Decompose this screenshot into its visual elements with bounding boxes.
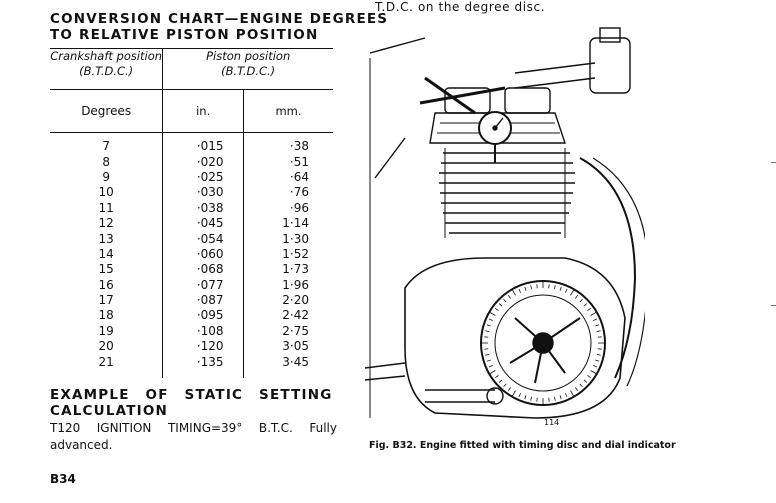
mm-cell: 3·45 — [282, 354, 309, 369]
inches-cell: ·095 — [163, 308, 244, 323]
mm-cell: ·76 — [289, 185, 309, 200]
example-word: B.T.C. — [258, 421, 293, 435]
example-title-line2: CALCULATION — [50, 403, 169, 419]
table-row — [50, 354, 333, 369]
mm-cell: ·64 — [289, 169, 309, 184]
table-row — [50, 324, 333, 339]
table-row — [50, 231, 333, 246]
table-row — [50, 339, 333, 354]
figure-caption: Fig. B32. Engine fitted with timing disc and dial indicator — [369, 440, 676, 451]
frame-line — [375, 138, 405, 178]
conversion-table — [50, 48, 333, 378]
mm-header: mm. — [244, 90, 333, 133]
inches-cell: ·025 — [163, 170, 244, 185]
inches-cell: ·045 — [163, 216, 244, 231]
degrees-header: Degrees — [50, 90, 163, 133]
chart-title-line1: CONVERSION CHART—ENGINE DEGREES — [50, 11, 389, 27]
table-row — [50, 185, 333, 200]
exhaust-pipe — [365, 363, 405, 380]
mm-cell: ·51 — [289, 154, 309, 169]
inches-cell: ·087 — [163, 293, 244, 308]
degrees-cell: 19 — [50, 324, 163, 339]
cylinder-barrel-fins — [439, 153, 575, 233]
degrees-cell: 16 — [50, 278, 163, 293]
indicator-bracket — [420, 78, 505, 113]
crankshaft-header-label: Crankshaft position — [50, 49, 163, 63]
degrees-cell: 20 — [50, 339, 163, 354]
inches-cell: ·038 — [163, 201, 244, 216]
engine-illustration — [365, 18, 645, 428]
mm-cell: 1·52 — [282, 246, 309, 261]
inches-cell: ·068 — [163, 262, 244, 277]
degrees-cell: 9 — [50, 170, 163, 185]
table-row — [50, 293, 333, 308]
mm-cell: 1·96 — [282, 277, 309, 292]
example-word: T120 — [50, 421, 81, 435]
crankshaft-header-unit: (B.T.D.C.) — [79, 64, 134, 78]
table-body — [50, 133, 333, 378]
inches-cell: ·015 — [163, 139, 244, 154]
figure-number: 114 — [544, 418, 560, 427]
degrees-cell: 8 — [50, 154, 163, 169]
top-caption: T.D.C. on the degree disc. — [375, 0, 546, 14]
degrees-cell: 14 — [50, 247, 163, 262]
footrest-bar — [425, 390, 495, 402]
example-word: TIMING=39° — [167, 421, 243, 435]
degrees-cell: 10 — [50, 185, 163, 200]
table-row — [50, 262, 333, 277]
example-title-line1: EXAMPLE OF STATIC SETTING — [50, 387, 333, 403]
inches-cell: ·020 — [163, 154, 244, 169]
inches-cell: ·077 — [163, 278, 244, 293]
inches-cell: ·135 — [163, 354, 244, 369]
inches-cell: ·120 — [163, 339, 244, 354]
mm-cell: 2·42 — [282, 308, 309, 323]
inches-header: in. — [163, 90, 244, 133]
degrees-cell: 17 — [50, 293, 163, 308]
table-row — [50, 247, 333, 262]
mm-cell: 2·20 — [282, 293, 309, 308]
example-body — [50, 420, 337, 454]
table-row — [50, 154, 333, 169]
example-word: Fully — [309, 421, 337, 435]
carburettor-body — [590, 38, 630, 93]
rocker-box — [505, 88, 550, 113]
degrees-cell: 18 — [50, 308, 163, 323]
margin-mark — [771, 305, 776, 306]
frame-line — [370, 38, 425, 53]
mm-cell: 1·73 — [282, 262, 309, 277]
crankshaft-position-header — [50, 49, 163, 90]
piston-position-header — [163, 49, 333, 90]
timing-disc-hub — [533, 333, 553, 353]
degrees-cell: 13 — [50, 231, 163, 246]
table-row — [50, 216, 333, 231]
mm-cell: ·38 — [289, 139, 309, 154]
table-row — [50, 308, 333, 323]
mm-cell: 3·05 — [282, 339, 309, 354]
degrees-cell: 21 — [50, 354, 163, 369]
table-row — [50, 278, 333, 293]
inches-cell: ·108 — [163, 324, 244, 339]
piston-header-unit: (B.T.D.C.) — [221, 64, 276, 78]
inches-cell: ·054 — [163, 231, 244, 246]
inches-cell: ·030 — [163, 185, 244, 200]
mm-cell: ·96 — [289, 200, 309, 215]
degrees-cell: 15 — [50, 262, 163, 277]
mm-cell: 1·30 — [282, 231, 309, 246]
degrees-cell: 12 — [50, 216, 163, 231]
example-body-line2: advanced. — [50, 438, 113, 452]
carburettor-cap — [600, 28, 620, 42]
table-row — [50, 201, 333, 216]
chart-title-line2: TO RELATIVE PISTON POSITION — [50, 27, 319, 43]
margin-mark — [771, 162, 776, 163]
degrees-cell: 7 — [50, 139, 163, 154]
inches-cell: ·060 — [163, 247, 244, 262]
table-row — [50, 170, 333, 185]
mm-cell: 2·75 — [282, 323, 309, 338]
example-body-line1 — [50, 420, 337, 437]
degrees-cell: 11 — [50, 201, 163, 216]
mm-cell: 1·14 — [282, 216, 309, 231]
page-number: B34 — [50, 472, 76, 486]
piston-header-label: Piston position — [206, 49, 291, 63]
carburettor-manifold — [515, 63, 595, 88]
example-word: IGNITION — [96, 421, 152, 435]
table-row — [50, 139, 333, 154]
